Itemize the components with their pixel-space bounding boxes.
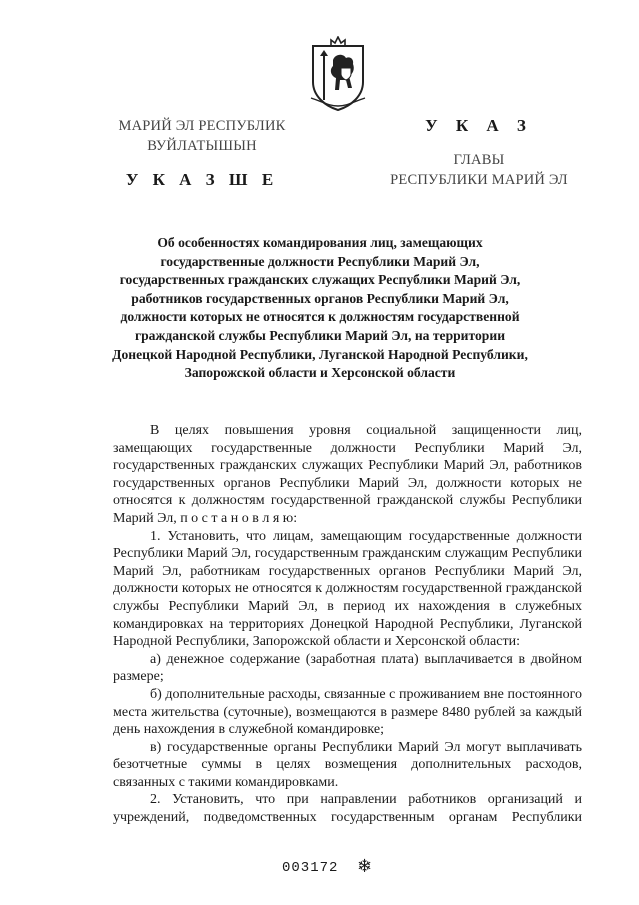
header-left-block [96,116,308,190]
title-line: Донецкой Народной Республики, Луганской Народной Республики, [112,346,528,362]
header-right-line2: ГЛАВЫ [453,152,505,168]
decree-body [113,422,582,827]
title-line: государственные должности Республики Марий Эл, [160,253,480,269]
body-paragraph-item-1b: б) дополнительные расходы, связанные с проживанием вне постоянного места жительства (суточные), возмещаются в размере 8480 рублей за каждый день нахождения в служебной командировке; [113,686,582,738]
body-paragraph-item-2: 2. Установить, что при направлении работников организаций и учреждений, подведомственных государственным органам Республики [113,792,582,826]
header-right-decree-word: У К А З [425,116,533,135]
header-right-line3: РЕСПУБЛИКИ МАРИЙ ЭЛ [390,172,568,188]
snowflake-mark-icon: ❄ [357,856,373,876]
body-paragraph-item-1c: в) государственные органы Республики Марий Эл могут выплачивать безотчетные суммы в целях возмещения дополнительных расходов, связанных с такими командировками. [113,739,582,790]
decree-title [100,234,540,383]
document-serial-number: 003172 [282,860,339,876]
header-left-line1: МАРИЙ ЭЛ РЕСПУБЛИК [118,118,286,134]
body-paragraph-item-1a: а) денежное содержание (заработная плата) выплачивается в двойном размере; [113,651,582,685]
header-left-line2: ВУЙЛАТЫШЫН [147,138,257,154]
coat-of-arms-emblem [309,36,367,112]
title-line: гражданской службы Республики Марий Эл, на территории [134,327,506,343]
body-paragraph-preamble: В целях повышения уровня социальной защищенности лиц, замещающих государственные должности Республики Марий Эл, государственных гражданских служащих Республики Марий Эл, работников государственных органов Республики Марий Эл, должности которых не относятся к должностям государственной гражданской службы Республики Марий Эл, п о с т а н о в л я ю: [113,423,582,526]
title-line: должности которых не относятся к должностям государственной [120,309,520,325]
title-line: государственных гражданских служащих Республики Марий Эл, [119,272,521,288]
header-left-decree-word: У К А З Ш Е [125,170,279,189]
body-paragraph-item-1: 1. Установить, что лицам, замещающим государственные должности Республики Марий Эл, государственным гражданским служащим Республики Марий Эл, работникам государственных органов Республики Марий Эл, должности которых не относятся к должностям государственной гражданской службы Республики Марий Эл, в период их нахождения в служебных командировках на территориях Донецкой Народной Республики, Луганской Народной Республики, Запорожской области и Херсонской области: [113,528,582,650]
header-right-block [350,116,608,190]
title-line: работников государственных органов Республики Марий Эл, [131,290,509,306]
title-line: Запорожской области и Херсонской области [184,365,456,381]
title-line: Об особенностях командирования лиц, замещающих [157,235,483,250]
